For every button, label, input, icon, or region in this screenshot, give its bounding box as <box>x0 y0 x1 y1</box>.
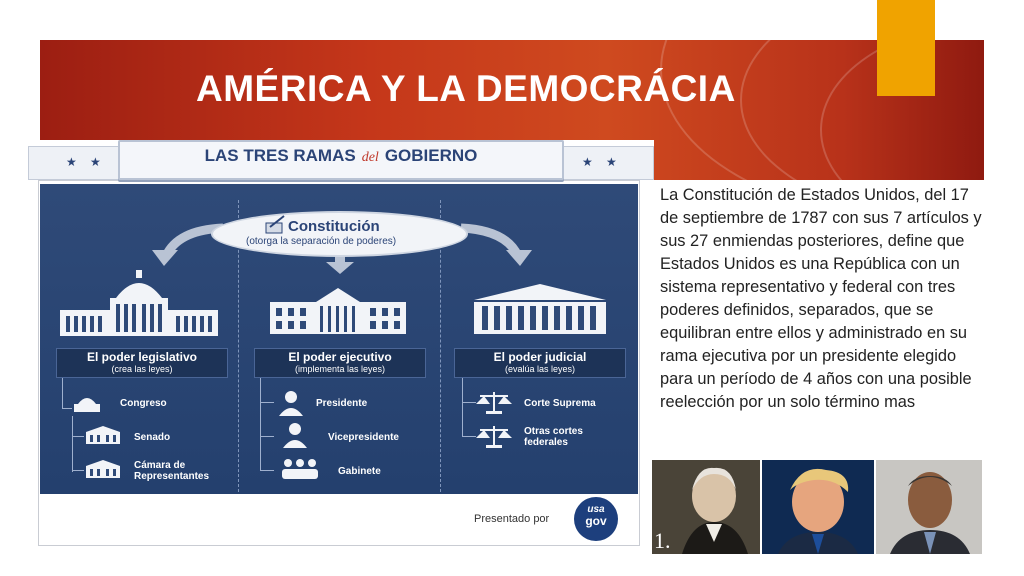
capitol-building-icon <box>60 270 218 336</box>
star-icon: ★ <box>606 155 617 169</box>
item-corte-suprema: Corte Suprema <box>524 398 596 409</box>
item-otras-cortes: Otras cortes federales <box>524 426 583 448</box>
vice-president-person-icon <box>280 422 310 448</box>
supreme-court-icon <box>474 284 606 334</box>
header-left: LAS TRES RAMAS <box>204 146 356 165</box>
obama-portrait <box>876 460 982 554</box>
tree-connector <box>462 436 476 437</box>
star-icon: ★ <box>66 155 77 169</box>
photo-number: 1. <box>654 528 671 553</box>
arrow-right-icon <box>456 220 536 270</box>
tree-connector <box>72 416 73 472</box>
branch-subtitle: (crea las leyes) <box>111 364 173 374</box>
president-person-icon <box>276 390 306 416</box>
tree-connector <box>62 378 63 408</box>
quill-scroll-icon <box>264 215 286 235</box>
tree-connector <box>260 402 274 403</box>
branch-title: El poder legislativo <box>86 350 198 364</box>
scales-justice-icon <box>476 390 512 414</box>
three-branches-infographic <box>28 140 654 546</box>
accent-tab <box>877 0 935 96</box>
white-house-icon <box>270 288 406 334</box>
item-camara: Cámara de Representantes <box>134 460 210 482</box>
constitution-title: Constitución <box>288 218 380 235</box>
house-building-icon <box>86 460 120 478</box>
tree-connector <box>462 378 463 436</box>
tree-connector <box>62 408 72 409</box>
logo-text: usa <box>587 504 605 515</box>
cabinet-group-icon <box>280 458 320 480</box>
branch-title: El poder judicial <box>493 350 587 364</box>
capitol-small-icon <box>72 392 102 414</box>
branch-subtitle: (implementa las leyes) <box>294 364 386 374</box>
item-vicepresidente: Vicepresidente <box>328 432 399 443</box>
logo-text: gov <box>585 514 607 528</box>
item-presidente: Presidente <box>316 398 368 409</box>
tree-connector <box>462 402 476 403</box>
star-icon: ★ <box>90 155 101 169</box>
constitution-subtitle: (otorga la separación de poderes) <box>246 236 397 247</box>
item-gabinete: Gabinete <box>338 466 381 477</box>
branch-judicial <box>454 348 626 378</box>
tree-connector <box>260 436 274 437</box>
presented-by-label: Presentado por <box>474 513 550 525</box>
branch-executive <box>254 348 426 378</box>
tree-connector <box>260 378 261 470</box>
branch-title: El poder ejecutivo <box>288 350 392 364</box>
slide-title: AMÉRICA Y LA DEMOCRÁCIA <box>196 68 736 109</box>
tree-connector <box>260 470 274 471</box>
tree-connector <box>72 470 84 471</box>
header-mid: del <box>361 150 379 165</box>
tree-connector <box>72 436 84 437</box>
infographic-title <box>118 146 564 166</box>
scales-justice-icon <box>476 424 512 448</box>
header-right: GOBIERNO <box>384 146 478 165</box>
branch-subtitle: (evalúa las leyes) <box>504 364 576 374</box>
star-icon: ★ <box>582 155 593 169</box>
trump-portrait <box>762 460 874 554</box>
senate-building-icon <box>86 426 120 444</box>
body-paragraph: La Constitución de Estados Unidos, del 17 de septiembre de 1787 con sus 7 artículos y sus 27 enmiendas posteriores, define que Estados Unidos es una República con un sistema representativo y federal con tres poderes definidos, separados, que se equilibran entre ellos y administrado en su rama ejecutiva por un presidente elegido para un período de 4 años con una posible reelección por un solo término mas <box>660 186 982 411</box>
item-senado: Senado <box>134 432 171 443</box>
washington-portrait <box>652 460 760 554</box>
presidents-photos <box>652 460 982 554</box>
branch-legislative <box>56 348 228 378</box>
item-congreso: Congreso <box>120 398 167 409</box>
usagov-logo <box>574 497 618 541</box>
